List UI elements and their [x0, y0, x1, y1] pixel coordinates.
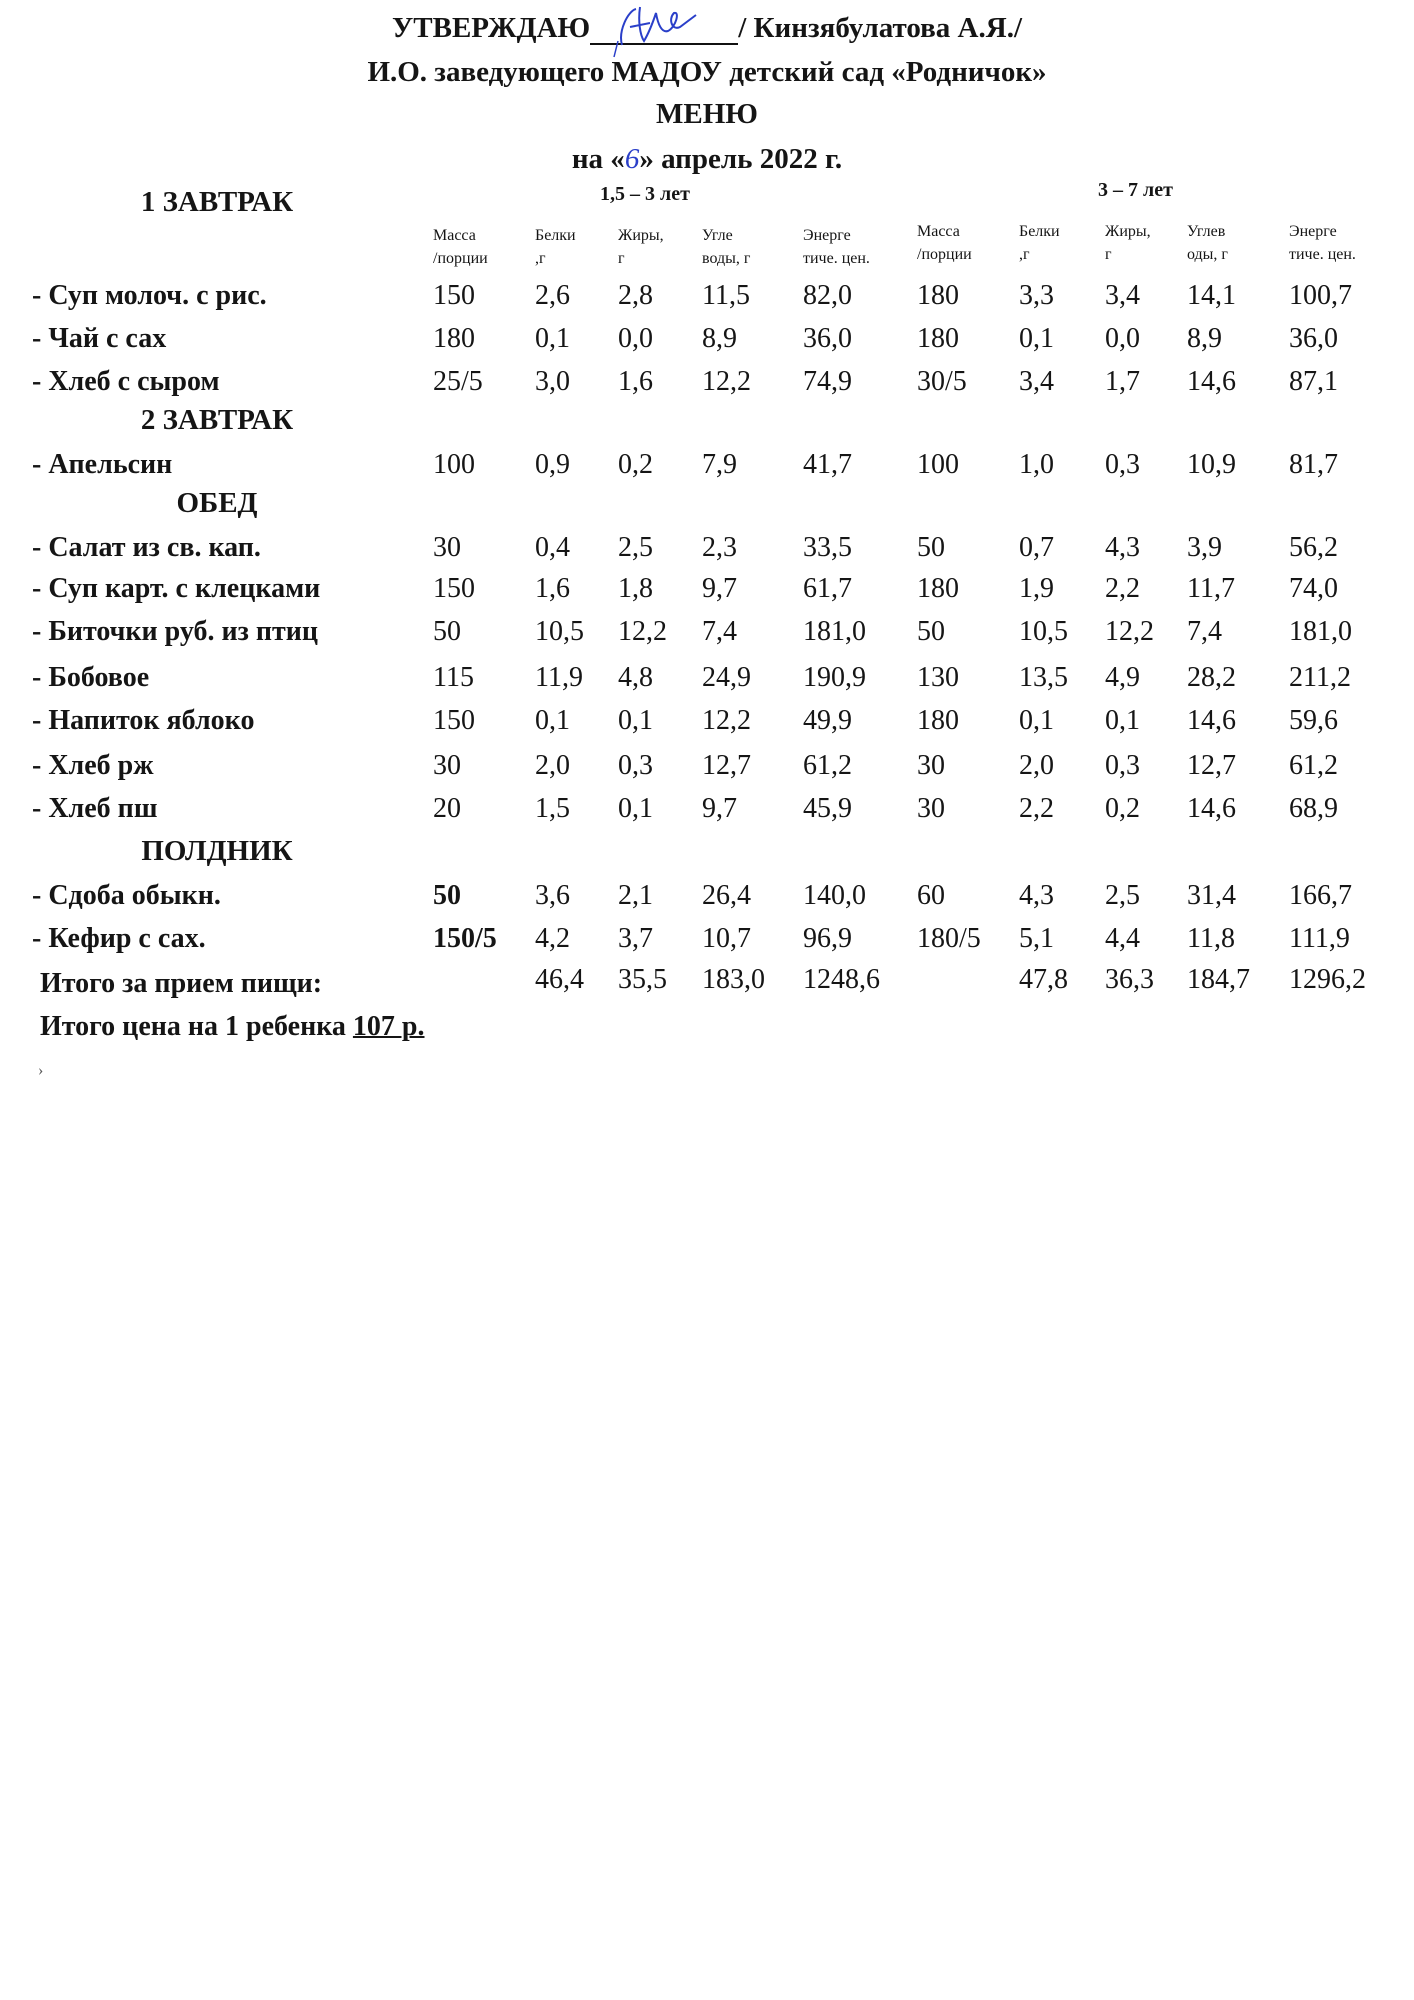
nutrition-value: 180	[917, 573, 959, 604]
nutrition-value: 3,9	[1187, 532, 1222, 563]
column-header-line: ,г	[535, 250, 546, 267]
nutrition-value: 0,2	[618, 449, 653, 480]
nutrition-value: 150	[433, 705, 475, 736]
total-value: 46,4	[535, 964, 584, 995]
nutrition-value: 0,1	[535, 323, 570, 354]
nutrition-value: 60	[917, 880, 945, 911]
column-header-line: Угле	[702, 227, 733, 244]
nutrition-value: 181,0	[803, 616, 866, 647]
column-header-line: оды, г	[1187, 246, 1228, 263]
nutrition-value: 1,6	[618, 366, 653, 397]
nutrition-value: 25/5	[433, 366, 483, 397]
column-header-line: тиче. цен.	[1289, 246, 1356, 263]
nutrition-value: 3,3	[1019, 280, 1054, 311]
nutrition-value: 0,1	[535, 705, 570, 736]
nutrition-value: 190,9	[803, 662, 866, 693]
nutrition-value: 2,5	[618, 532, 653, 563]
nutrition-value: 1,0	[1019, 449, 1054, 480]
nutrition-value: 166,7	[1289, 880, 1352, 911]
nutrition-value: 30/5	[917, 366, 967, 397]
nutrition-value: 100	[917, 449, 959, 480]
nutrition-value: 1,6	[535, 573, 570, 604]
dish-name: - Хлеб рж	[32, 750, 154, 781]
price-line	[40, 1011, 425, 1043]
nutrition-value: 61,2	[803, 750, 852, 781]
nutrition-value: 50	[433, 616, 461, 647]
nutrition-value: 100	[433, 449, 475, 480]
nutrition-value: 14,6	[1187, 366, 1236, 397]
date-suffix: » апрель 2022 г.	[639, 143, 843, 175]
nutrition-value: 150/5	[433, 923, 497, 954]
nutrition-value: 4,9	[1105, 662, 1140, 693]
dish-name: - Хлеб пш	[32, 793, 158, 824]
nutrition-value: 14,6	[1187, 793, 1236, 824]
nutrition-value: 2,0	[1019, 750, 1054, 781]
nutrition-value: 30	[917, 750, 945, 781]
nutrition-value: 4,8	[618, 662, 653, 693]
total-value: 1296,2	[1289, 964, 1366, 995]
nutrition-value: 4,4	[1105, 923, 1140, 954]
nutrition-value: 0,3	[1105, 449, 1140, 480]
column-header-line: Масса	[917, 223, 960, 240]
nutrition-value: 0,1	[618, 705, 653, 736]
nutrition-value: 8,9	[1187, 323, 1222, 354]
nutrition-value: 0,0	[618, 323, 653, 354]
nutrition-value: 1,8	[618, 573, 653, 604]
dish-name: - Суп карт. с клецками	[32, 573, 321, 604]
nutrition-value: 96,9	[803, 923, 852, 954]
dish-name: - Биточки руб. из птиц	[32, 616, 319, 647]
column-header-line: ,г	[1019, 246, 1030, 263]
dish-name: - Апельсин	[32, 449, 173, 480]
column-header-line: /порции	[433, 250, 488, 267]
nutrition-value: 100,7	[1289, 280, 1352, 311]
nutrition-value: 7,4	[702, 616, 737, 647]
price-value: 107 р.	[352, 1011, 425, 1042]
nutrition-value: 0,9	[535, 449, 570, 480]
column-header	[1105, 220, 1151, 266]
nutrition-value: 45,9	[803, 793, 852, 824]
column-header	[1289, 220, 1356, 266]
nutrition-value: 0,4	[535, 532, 570, 563]
nutrition-value: 7,4	[1187, 616, 1222, 647]
nutrition-value: 12,2	[618, 616, 667, 647]
nutrition-value: 10,9	[1187, 449, 1236, 480]
nutrition-value: 5,1	[1019, 923, 1054, 954]
total-value: 183,0	[702, 964, 765, 995]
nutrition-value: 74,9	[803, 366, 852, 397]
nutrition-value: 61,2	[1289, 750, 1338, 781]
nutrition-value: 2,3	[702, 532, 737, 563]
column-header	[618, 224, 664, 270]
nutrition-value: 10,7	[702, 923, 751, 954]
totals-label: Итого за прием пищи:	[40, 968, 323, 999]
nutrition-value: 0,7	[1019, 532, 1054, 563]
nutrition-value: 56,2	[1289, 532, 1338, 563]
nutrition-value: 130	[917, 662, 959, 693]
position-line: И.О. заведующего МАДОУ детский сад «Родничок»	[367, 56, 1047, 88]
nutrition-value: 180	[433, 323, 475, 354]
dish-name: - Кефир с сах.	[32, 923, 206, 954]
nutrition-value: 36,0	[803, 323, 852, 354]
dish-name: - Чай с сах	[32, 323, 167, 354]
nutrition-value: 81,7	[1289, 449, 1338, 480]
nutrition-value: 13,5	[1019, 662, 1068, 693]
nutrition-value: 181,0	[1289, 616, 1352, 647]
nutrition-value: 0,0	[1105, 323, 1140, 354]
nutrition-value: 150	[433, 280, 475, 311]
nutrition-value: 140,0	[803, 880, 866, 911]
nutrition-value: 2,5	[1105, 880, 1140, 911]
nutrition-value: 11,7	[1187, 573, 1235, 604]
column-header	[803, 224, 870, 270]
document-title: МЕНЮ	[656, 98, 758, 130]
nutrition-value: 2,1	[618, 880, 653, 911]
column-header-line: Белки	[1019, 223, 1060, 240]
nutrition-value: 87,1	[1289, 366, 1338, 397]
column-header	[433, 224, 488, 270]
nutrition-value: 7,9	[702, 449, 737, 480]
nutrition-value: 0,1	[1105, 705, 1140, 736]
total-value: 1248,6	[803, 964, 880, 995]
nutrition-value: 2,6	[535, 280, 570, 311]
nutrition-value: 150	[433, 573, 475, 604]
column-header-line: /порции	[917, 246, 972, 263]
nutrition-value: 0,1	[1019, 705, 1054, 736]
nutrition-value: 82,0	[803, 280, 852, 311]
nutrition-value: 74,0	[1289, 573, 1338, 604]
nutrition-value: 59,6	[1289, 705, 1338, 736]
total-value: 184,7	[1187, 964, 1250, 995]
nutrition-value: 30	[917, 793, 945, 824]
nutrition-value: 4,2	[535, 923, 570, 954]
nutrition-value: 30	[433, 750, 461, 781]
nutrition-value: 115	[433, 662, 474, 693]
nutrition-value: 111,9	[1289, 923, 1350, 954]
dish-name: - Хлеб с сыром	[32, 366, 220, 397]
dish-name: - Суп молоч. с рис.	[32, 280, 267, 311]
nutrition-value: 68,9	[1289, 793, 1338, 824]
dish-name: - Салат из св. кап.	[32, 532, 261, 563]
nutrition-value: 50	[917, 616, 945, 647]
dish-name: - Сдоба обыкн.	[32, 880, 221, 911]
nutrition-value: 10,5	[1019, 616, 1068, 647]
nutrition-value: 0,1	[1019, 323, 1054, 354]
column-header	[1187, 220, 1228, 266]
section-title: ПОЛДНИК	[141, 835, 293, 867]
column-header	[535, 224, 576, 270]
nutrition-value: 2,8	[618, 280, 653, 311]
nutrition-value: 3,6	[535, 880, 570, 911]
nutrition-value: 3,0	[535, 366, 570, 397]
date-prefix: на «	[571, 143, 625, 175]
nutrition-value: 1,9	[1019, 573, 1054, 604]
total-value: 47,8	[1019, 964, 1068, 995]
signature-line	[590, 15, 738, 45]
nutrition-value: 180	[917, 280, 959, 311]
nutrition-value: 11,9	[535, 662, 583, 693]
nutrition-value: 0,1	[618, 793, 653, 824]
nutrition-value: 180/5	[917, 923, 981, 954]
total-value: 36,3	[1105, 964, 1154, 995]
approval-line	[0, 12, 1414, 45]
nutrition-value: 28,2	[1187, 662, 1236, 693]
nutrition-value: 49,9	[803, 705, 852, 736]
price-label: Итого цена на 1 ребенка	[40, 1011, 353, 1042]
nutrition-value: 0,3	[1105, 750, 1140, 781]
section-title: 1 ЗАВТРАК	[140, 186, 294, 218]
nutrition-value: 61,7	[803, 573, 852, 604]
approver-name: / Кинзябулатова А.Я./	[738, 12, 1023, 44]
nutrition-value: 12,7	[702, 750, 751, 781]
nutrition-value: 9,7	[702, 573, 737, 604]
column-header-line: Белки	[535, 227, 576, 244]
nutrition-value: 14,6	[1187, 705, 1236, 736]
nutrition-value: 3,4	[1019, 366, 1054, 397]
nutrition-value: 8,9	[702, 323, 737, 354]
column-header-line: Энерге	[803, 227, 851, 244]
column-header	[702, 224, 750, 270]
nutrition-value: 2,0	[535, 750, 570, 781]
column-header-line: Жиры,	[1105, 223, 1151, 240]
dish-name: - Бобовое	[32, 662, 150, 693]
nutrition-value: 1,7	[1105, 366, 1140, 397]
nutrition-value: 3,4	[1105, 280, 1140, 311]
column-header-line: Углев	[1187, 223, 1226, 240]
nutrition-value: 26,4	[702, 880, 751, 911]
scan-mark: ›	[38, 1062, 44, 1079]
column-header-line: Жиры,	[618, 227, 664, 244]
nutrition-value: 211,2	[1289, 662, 1351, 693]
signature-icon	[610, 1, 700, 59]
column-header	[917, 220, 972, 266]
column-header-line: г	[1105, 246, 1112, 263]
date-day: 6	[624, 143, 640, 175]
section-title: 2 ЗАВТРАК	[140, 404, 294, 436]
nutrition-value: 9,7	[702, 793, 737, 824]
age-group-old: 3 – 7 лет	[1098, 179, 1173, 201]
nutrition-value: 0,3	[618, 750, 653, 781]
nutrition-value: 12,2	[702, 366, 751, 397]
nutrition-value: 2,2	[1105, 573, 1140, 604]
nutrition-value: 41,7	[803, 449, 852, 480]
nutrition-value: 1,5	[535, 793, 570, 824]
total-value: 35,5	[618, 964, 667, 995]
nutrition-value: 180	[917, 705, 959, 736]
nutrition-value: 12,7	[1187, 750, 1236, 781]
nutrition-value: 20	[433, 793, 461, 824]
nutrition-value: 180	[917, 323, 959, 354]
nutrition-value: 14,1	[1187, 280, 1236, 311]
column-header-line: тиче. цен.	[803, 250, 870, 267]
column-header-line: воды, г	[702, 250, 751, 267]
dish-name: - Напиток яблоко	[32, 705, 255, 736]
date-line	[0, 143, 1414, 176]
section-title: ОБЕД	[176, 487, 258, 519]
column-header-line: г	[618, 250, 625, 267]
nutrition-value: 33,5	[803, 532, 852, 563]
nutrition-value: 11,5	[702, 280, 750, 311]
column-header	[1019, 220, 1060, 266]
nutrition-value: 12,2	[702, 705, 751, 736]
nutrition-value: 36,0	[1289, 323, 1338, 354]
nutrition-value: 4,3	[1019, 880, 1054, 911]
nutrition-value: 50	[433, 880, 461, 911]
nutrition-value: 24,9	[702, 662, 751, 693]
nutrition-value: 0,2	[1105, 793, 1140, 824]
nutrition-value: 12,2	[1105, 616, 1154, 647]
column-header-line: Энерге	[1289, 223, 1337, 240]
approve-label: УТВЕРЖДАЮ	[391, 12, 591, 44]
nutrition-value: 31,4	[1187, 880, 1236, 911]
nutrition-value: 50	[917, 532, 945, 563]
nutrition-value: 30	[433, 532, 461, 563]
nutrition-value: 10,5	[535, 616, 584, 647]
age-group-young: 1,5 – 3 лет	[600, 183, 690, 205]
nutrition-value: 3,7	[618, 923, 653, 954]
nutrition-value: 11,8	[1187, 923, 1235, 954]
nutrition-value: 4,3	[1105, 532, 1140, 563]
nutrition-value: 2,2	[1019, 793, 1054, 824]
column-header-line: Масса	[433, 227, 476, 244]
